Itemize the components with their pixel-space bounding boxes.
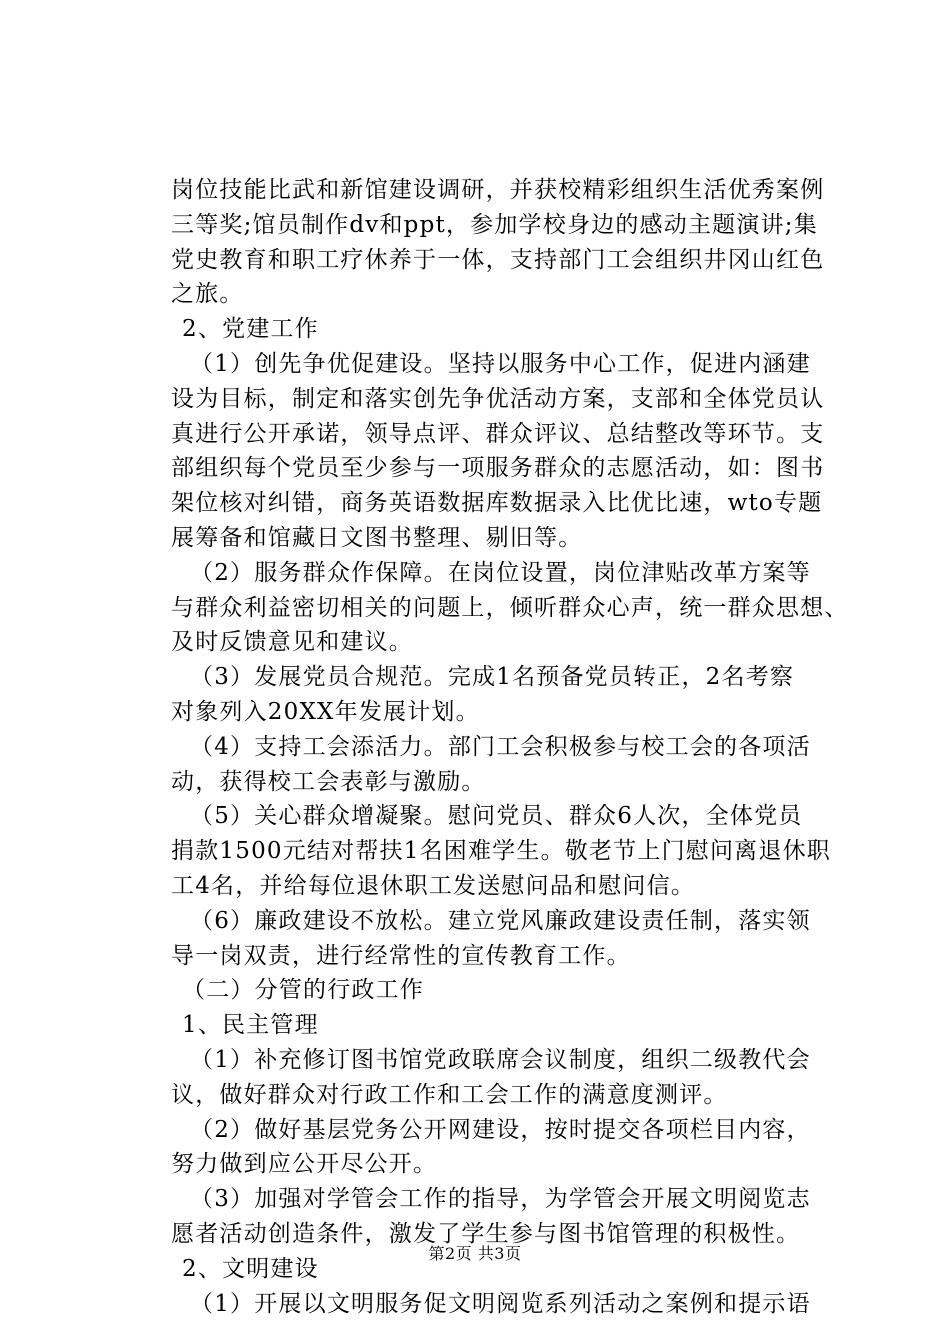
text-line: （3）加强对学管会工作的指导，为学管会开展文明阅览志: [190, 1186, 811, 1213]
text-line: 捐款1500元结对帮扶1名困难学生。敬老节上门慰问离退休职: [171, 838, 831, 865]
text-line: 对象列入20XX年发展计划。: [171, 698, 480, 725]
text-line: 之旅。: [171, 281, 244, 308]
text-line: （1）开展以文明服务促文明阅览系列活动之案例和提示语: [190, 1290, 811, 1317]
section-heading: 2、党建工作: [182, 316, 319, 343]
text-line: 及时反馈意见和建议。: [171, 629, 413, 656]
text-line: （1）补充修订图书馆党政联席会议制度，组织二级教代会: [190, 1046, 811, 1073]
text-line: 导一岗双责，进行经常性的宣传教育工作。: [171, 942, 631, 969]
page-number: 第2页 共3页: [428, 1244, 522, 1263]
section-heading: 2、文明建设: [182, 1255, 319, 1282]
text-line: 工4名，并给每位退休职工发送慰问品和慰问信。: [171, 872, 696, 899]
text-line: （3）发展党员合规范。完成1名预备党员转正，2名考察: [190, 664, 795, 691]
text-line: 愿者活动创造条件，激发了学生参与图书馆管理的积极性。: [171, 1220, 801, 1247]
text-line: 架位核对纠错，商务英语数据库数据录入比优比速，wto专题: [171, 490, 823, 517]
text-line: （4）支持工会添活力。部门工会积极参与校工会的各项活: [190, 733, 811, 760]
text-line: 岗位技能比武和新馆建设调研，并获校精彩组织生活优秀案例: [171, 177, 825, 203]
text-line: 努力做到应公开尽公开。: [171, 1151, 438, 1178]
text-line: 党史教育和职工疗休养于一体，支持部门工会组织井冈山红色: [171, 246, 825, 273]
text-line: （6）廉政建设不放松。建立党风廉政建设责任制，落实领: [190, 907, 811, 934]
text-line: （2）服务群众作保障。在岗位设置，岗位津贴改革方案等: [190, 559, 811, 586]
text-line: （1）创先争优促建设。坚持以服务中心工作，促进内涵建: [190, 350, 811, 377]
text-line: 真进行公开承诺，领导点评、群众评议、总结整改等环节。支: [171, 420, 825, 447]
section-heading: （二）分管的行政工作: [182, 977, 424, 1004]
text-line: 三等奖;馆员制作dv和ppt，参加学校身边的感动主题演讲;集: [171, 211, 818, 238]
document-body: [171, 173, 849, 1321]
text-line: 展筹备和馆藏日文图书整理、剔旧等。: [171, 524, 583, 551]
text-line: 与群众利益密切相关的问题上，倾听群众心声，统一群众思想、: [171, 594, 849, 621]
text-line: （5）关心群众增凝聚。慰问党员、群众6人次，全体党员: [190, 803, 803, 830]
text-line: （2）做好基层党务公开网建设，按时提交各项栏目内容，: [190, 1116, 811, 1143]
text-line: 动，获得校工会表彰与激励。: [171, 768, 486, 795]
text-line: 设为目标，制定和落实创先争优活动方案，支部和全体党员认: [171, 385, 825, 412]
text-line: 部组织每个党员至少参与一项服务群众的志愿活动，如：图书: [171, 455, 825, 482]
text-line: 议，做好群众对行政工作和工会工作的满意度测评。: [171, 1081, 728, 1108]
section-heading: 1、民主管理: [182, 1012, 319, 1039]
